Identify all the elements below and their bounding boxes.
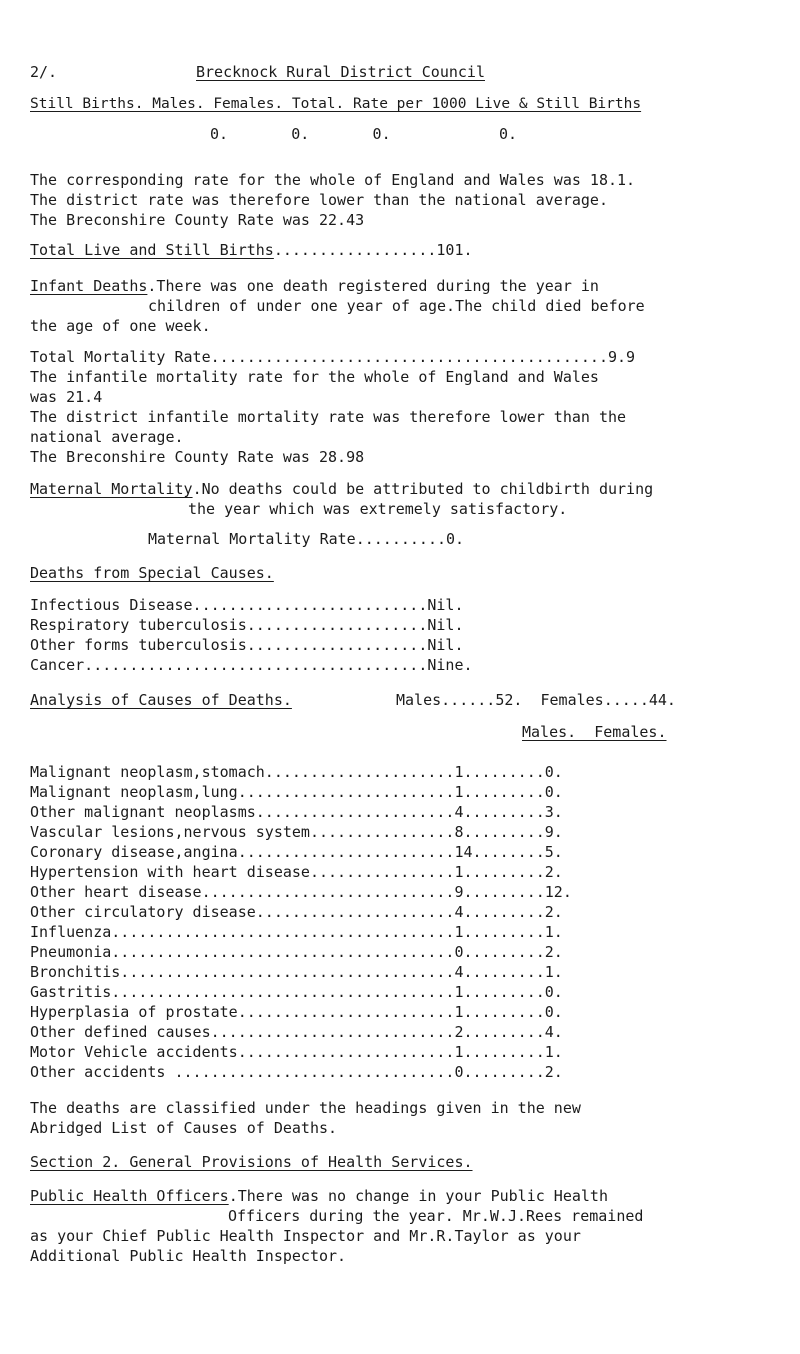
health-officers-text-2: Officers during the year. Mr.W.J.Rees remained xyxy=(228,1207,644,1225)
table-row: Influenza......................................1.........1. xyxy=(30,923,563,941)
table-row: Motor Vehicle accidents........................1.........1. xyxy=(30,1043,563,1061)
infant-deaths-text: .There was one death registered during the year in xyxy=(147,277,599,295)
analysis-column-headings: Males. Females. xyxy=(522,723,667,741)
still-births-heading: Still Births. Males. Females. Total. Rate per 1000 Live & Still Births xyxy=(30,96,642,112)
health-officers-line xyxy=(30,1186,608,1206)
table-row: Hyperplasia of prostate........................1.........0. xyxy=(30,1003,563,1021)
total-births-dots: .................. xyxy=(273,241,437,259)
maternal-line xyxy=(30,479,653,499)
table-row: Other malignant neoplasms......................4.........3. xyxy=(30,803,563,821)
table-row: Pneumonia......................................0.........2. xyxy=(30,943,563,961)
maternal-text-2: the year which was extremely satisfactory. xyxy=(188,500,568,518)
total-births-value: 101. xyxy=(436,241,473,259)
table-row: Coronary disease,angina........................14........5. xyxy=(30,843,563,861)
special-cause-item: Other forms tuberculosis....................Nil. xyxy=(30,636,464,654)
maternal-text: .No deaths could be attributed to childbirth during xyxy=(192,480,654,498)
table-row: Other defined causes...........................2.........4. xyxy=(30,1023,563,1041)
classification-note-1: The deaths are classified under the headings given in the new xyxy=(30,1099,581,1117)
table-row: Malignant neoplasm,stomach.....................1.........0. xyxy=(30,763,563,781)
health-officers-label: Public Health Officers xyxy=(30,1187,229,1205)
table-row: Malignant neoplasm,lung........................1.........0. xyxy=(30,783,563,801)
total-births-line xyxy=(30,240,473,260)
total-births-label: Total Live and Still Births xyxy=(30,241,274,259)
table-row: Other heart disease............................9.........12. xyxy=(30,883,572,901)
table-row: Hypertension with heart disease................1.........2. xyxy=(30,863,563,881)
maternal-label: Maternal Mortality xyxy=(30,480,193,498)
infant-deaths-text-2: children of under one year of age.The child died before xyxy=(148,297,645,315)
infant-deaths-label: Infant Deaths xyxy=(30,277,148,295)
national-rate-line: The corresponding rate for the whole of England and Wales was 18.1. xyxy=(30,171,636,189)
classification-note-2: Abridged List of Causes of Deaths. xyxy=(30,1119,338,1137)
table-row: Other circulatory disease......................4.........2. xyxy=(30,903,563,921)
table-row: Bronchitis.....................................4.........1. xyxy=(30,963,563,981)
infant-deaths-line xyxy=(30,276,599,296)
council-title: Brecknock Rural District Council xyxy=(196,63,485,81)
health-officers-text: .There was no change in your Public Health xyxy=(228,1187,608,1205)
special-cause-item: Infectious Disease..........................Nil. xyxy=(30,596,464,614)
analysis-heading: Analysis of Causes of Deaths. xyxy=(30,691,292,709)
table-row: Other accidents ...............................0.........2. xyxy=(30,1063,563,1081)
infantile-rate-line-2: was 21.4 xyxy=(30,388,103,406)
special-cause-item: Cancer......................................Nine. xyxy=(30,656,473,674)
special-cause-item: Respiratory tuberculosis....................Nil. xyxy=(30,616,464,634)
section-2-heading: Section 2. General Provisions of Health Services. xyxy=(30,1153,473,1171)
analysis-totals: Males......52. Females.....44. xyxy=(396,691,676,709)
still-births-values: 0. 0. 0. 0. xyxy=(210,125,518,143)
health-officers-text-3: as your Chief Public Health Inspector and Mr.R.Taylor as your xyxy=(30,1227,581,1245)
infantile-rate-line-3: The district infantile mortality rate was therefore lower than the xyxy=(30,408,627,426)
maternal-mortality-rate: Maternal Mortality Rate..........0. xyxy=(148,530,465,548)
health-officers-text-4: Additional Public Health Inspector. xyxy=(30,1247,347,1265)
special-causes-heading: Deaths from Special Causes. xyxy=(30,564,274,582)
infantile-rate-line-4: national average. xyxy=(30,428,184,446)
infant-deaths-text-3: the age of one week. xyxy=(30,317,211,335)
total-mortality-rate: Total Mortality Rate............................................9.9 xyxy=(30,348,636,366)
table-row: Vascular lesions,nervous system................8.........9. xyxy=(30,823,563,841)
table-row: Gastritis......................................1.........0. xyxy=(30,983,563,1001)
page-number: 2/. xyxy=(30,63,58,81)
infantile-rate-line-5: The Breconshire County Rate was 28.98 xyxy=(30,448,365,466)
infantile-rate-line-1: The infantile mortality rate for the whole of England and Wales xyxy=(30,368,599,386)
district-comparison-line: The district rate was therefore lower than the national average. xyxy=(30,191,608,209)
county-rate-line: The Breconshire County Rate was 22.43 xyxy=(30,211,365,229)
